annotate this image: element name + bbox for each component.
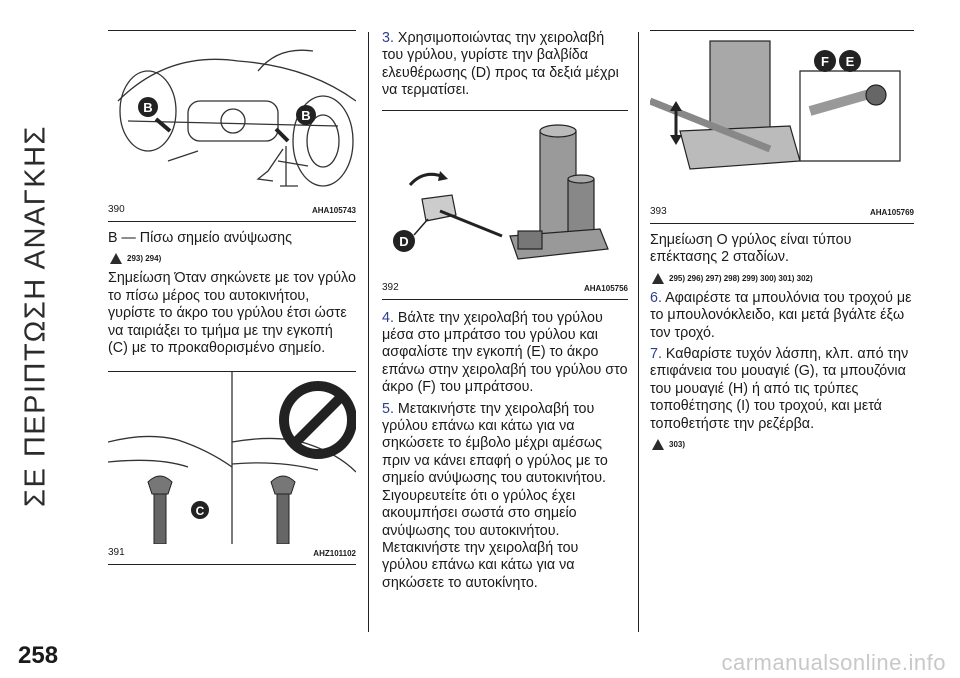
callout-f: F: [821, 54, 829, 69]
step-7-number: 7.: [650, 346, 662, 363]
prohibited-icon: [284, 386, 352, 454]
warning-refs: [110, 253, 356, 264]
callout-b: B: [143, 100, 153, 115]
figure-number: 390: [108, 204, 125, 215]
step-6-number: 6.: [650, 289, 662, 306]
column-divider: [638, 32, 639, 632]
step-4-number: 4.: [382, 309, 394, 326]
jack-type-note: Σημείωση Ο γρύλος είναι τύπου επέκτασης 2 σταδίων.: [650, 232, 852, 266]
callout-d: D: [399, 233, 409, 249]
callout-e: E: [845, 54, 855, 69]
figure-code: AHA105756: [583, 283, 628, 293]
chapter-side-title: [14, 16, 58, 616]
step-5-number: 5.: [382, 400, 394, 417]
figure-393: [650, 30, 914, 224]
figure-code: AHZ101102: [313, 549, 356, 559]
step-3: [382, 30, 628, 100]
step-3-text: Χρησιμοποιώντας την χειρολαβή του γρύλου, γυρίστε την βαλβίδα ελευθέρωσης (D) προς τα δεξιά μέχρι να τερματίσει.: [382, 30, 619, 99]
figure-code: AHA105769: [869, 208, 914, 217]
step-6-text: Αφαιρέστε τα μπουλόνια του τροχού με το μπουλονόκλειδο, και μετά βγάλτε έξω τον τροχό.: [650, 289, 912, 341]
step-5: [382, 401, 628, 592]
step-4-text: Βάλτε την χειρολαβή του γρύλου μέσα στο μπράτσο του γρύλου και ασφαλίστε την εγκοπή (E) το άκρο επάνω στην χειρολαβή του γρύλου στο άκρο (F) του μπράτσου.: [382, 309, 628, 396]
figure-number: 393: [650, 206, 667, 217]
step-7: [650, 346, 914, 433]
column-divider: [368, 32, 369, 632]
warning-icon: [652, 439, 664, 450]
jack-handle-illustration: [650, 31, 914, 201]
figure-391: [108, 371, 356, 565]
step-7-text: Καθαρίστε τυχόν λάσπη, κλπ. από την επιφάνεια του μουαγιέ (G), τα μπουζόνια του μουαγιέ (H) ή από τις τρύπες τοποθέτησης (I) του τροχού, και μετά τοποθετήστε την ρεζέρβα.: [650, 346, 909, 432]
step-6: [650, 290, 914, 342]
column-1: [108, 30, 356, 565]
step-4: [382, 310, 628, 397]
step-5-text: Μετακινήστε την χειρολαβή του γρύλου επάνω και κάτω για να σηκώσετε το έμβολο μέχρι αμέσως πριν να κάνει επαφή ο γρύλος με το σημείο ανύψωσης του αυτοκινήτου. Σιγουρευτείτε ότι ο γρύλος έχει ακουμπήσει σωστά στο σημείο ανύψωσης του αυτοκινήτου. Μετακινήστε την χειρολαβή του γρύλου επάνω και κάτω για να σηκώσετε το αυτοκίνητο.: [382, 400, 608, 591]
figure-number: 392: [382, 281, 399, 293]
jack-notch-illustration: [108, 372, 356, 544]
warning-refs: [652, 439, 914, 450]
warning-icon: [652, 273, 664, 284]
callout-c: C: [195, 504, 205, 519]
step-3-number: 3.: [382, 30, 394, 46]
warning-refs: [652, 273, 914, 284]
figure-code: AHA105743: [311, 206, 356, 215]
warning-refs-text: 303): [669, 440, 686, 450]
rear-lift-point-illustration: [108, 31, 356, 201]
figure-number: 391: [108, 547, 125, 559]
watermark: carmanualsonline.info: [721, 650, 946, 675]
warning-refs-text: 295) 296) 297) 298) 299) 300) 301) 302): [669, 273, 813, 283]
jack-note: Σημείωση Όταν σηκώνετε με τον γρύλο το πίσω μέρος του αυτοκινήτου, γυρίστε το άκρο του γρύλου έτσι ώστε να ταιριάξει το τμήμα με την εγκοπή (C) με το προκαθορισμένο σημείο.: [108, 270, 356, 357]
warning-icon: [110, 253, 122, 264]
figure-390: [108, 30, 356, 222]
column-2: [382, 30, 628, 592]
caption-rear-lift-point: B — Πίσω σημείο ανύψωσης: [108, 230, 292, 246]
release-valve-illustration: [382, 111, 628, 277]
column-3: [650, 30, 914, 452]
warning-refs-text: 293) 294): [127, 254, 162, 264]
figure-392: [382, 110, 628, 300]
chapter-title-text: ΣΕ ΠΕΡΙΠΤΩΣΗ ΑΝΑΓΚΗΣ: [19, 125, 52, 507]
page-number: 258: [18, 642, 59, 669]
callout-b-2: B: [301, 108, 311, 123]
